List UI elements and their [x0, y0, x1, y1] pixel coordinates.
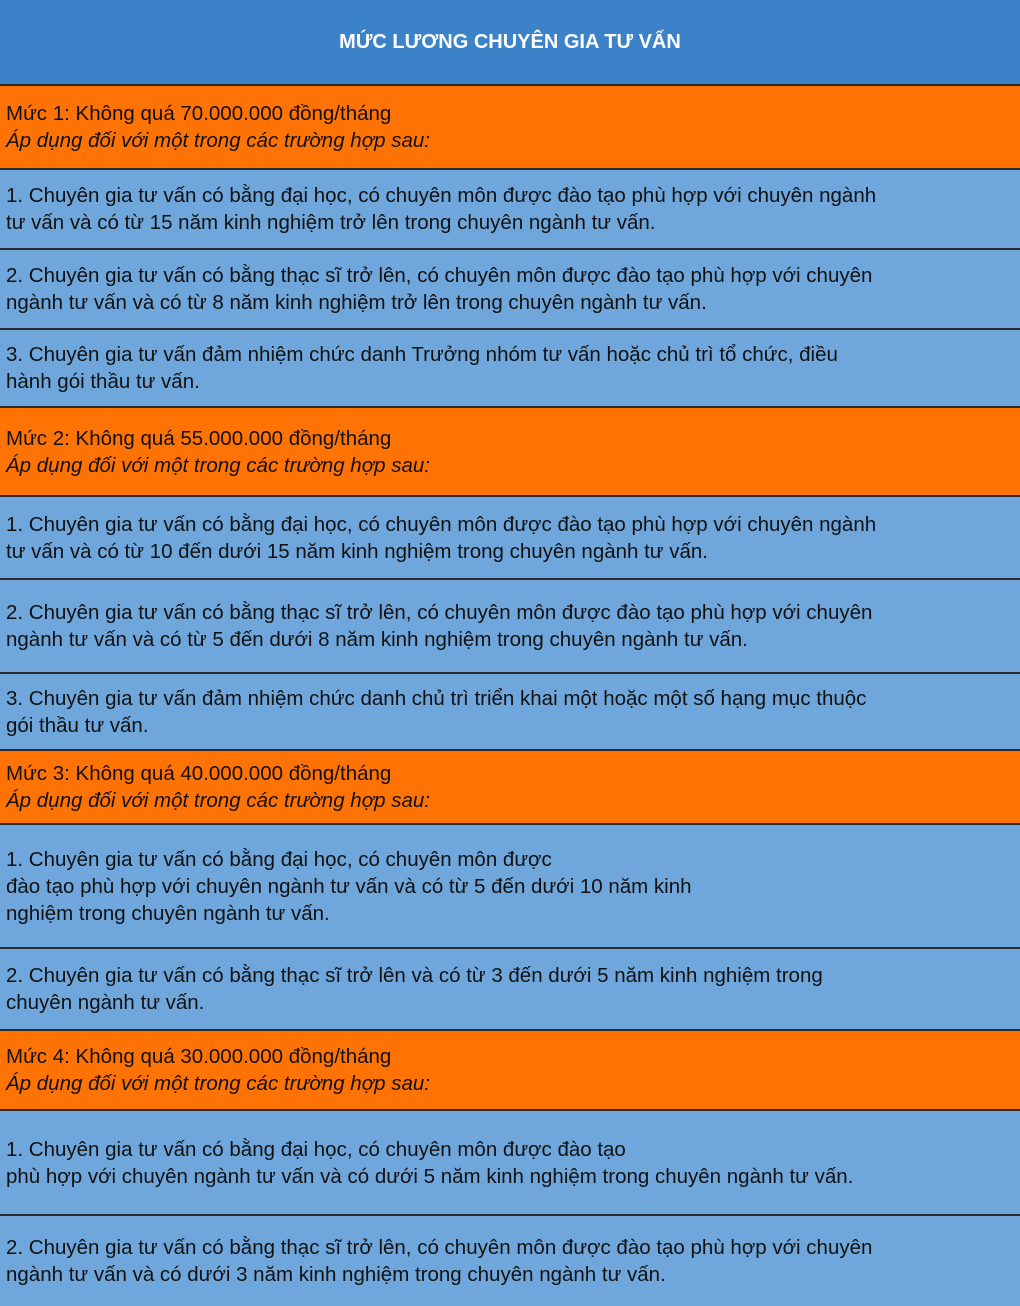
item-line: đào tạo phù hợp với chuyên ngành tư vấn và có từ 5 đến dưới 10 năm kinh — [6, 874, 692, 898]
level-heading: Mức 4: Không quá 30.000.000 đồng/tháng — [6, 1045, 392, 1068]
item-line: 3. Chuyên gia tư vấn đảm nhiệm chức danh Trưởng nhóm tư vấn hoặc chủ trì tổ chức, điều — [6, 343, 838, 366]
item-line: gói thầu tư vấn. — [6, 713, 149, 737]
level-subheading: Áp dụng đối với một trong các trường hợp sau: — [6, 1072, 430, 1095]
level-2-item-2 — [0, 580, 1020, 674]
level-1-item-2 — [0, 250, 1020, 330]
level-subheading: Áp dụng đối với một trong các trường hợp sau: — [6, 129, 430, 152]
item-line: hành gói thầu tư vấn. — [6, 370, 200, 393]
item-line: tư vấn và có từ 10 đến dưới 15 năm kinh nghiệm trong chuyên ngành tư vấn. — [6, 539, 708, 563]
item-line: 3. Chuyên gia tư vấn đảm nhiệm chức danh chủ trì triển khai một hoặc một số hạng mục thuộc — [6, 686, 867, 710]
level-1-item-3 — [0, 330, 1020, 408]
item-line: 1. Chuyên gia tư vấn có bằng đại học, có chuyên môn được — [6, 847, 552, 871]
item-line: 1. Chuyên gia tư vấn có bằng đại học, có chuyên môn được đào tạo phù hợp với chuyên ngành — [6, 184, 877, 207]
item-line: phù hợp với chuyên ngành tư vấn và có dưới 5 năm kinh nghiệm trong chuyên ngành tư vấn. — [6, 1164, 854, 1188]
level-2-item-3 — [0, 674, 1020, 751]
level-3-item-1 — [0, 825, 1020, 949]
item-line: 2. Chuyên gia tư vấn có bằng thạc sĩ trở lên, có chuyên môn được đào tạo phù hợp với chuyên — [6, 264, 873, 287]
level-3-item-2 — [0, 949, 1020, 1031]
item-line: chuyên ngành tư vấn. — [6, 991, 205, 1014]
item-line: tư vấn và có từ 15 năm kinh nghiệm trở lên trong chuyên ngành tư vấn. — [6, 211, 656, 234]
level-4-item-2 — [0, 1216, 1020, 1306]
level-subheading: Áp dụng đối với một trong các trường hợp sau: — [6, 789, 430, 812]
item-line: nghiệm trong chuyên ngành tư vấn. — [6, 901, 330, 925]
item-line: 2. Chuyên gia tư vấn có bằng thạc sĩ trở lên và có từ 3 đến dưới 5 năm kinh nghiệm trong — [6, 964, 823, 987]
level-heading: Mức 2: Không quá 55.000.000 đồng/tháng — [6, 426, 392, 450]
item-line: 2. Chuyên gia tư vấn có bằng thạc sĩ trở lên, có chuyên môn được đào tạo phù hợp với chuyên — [6, 601, 873, 624]
item-line: ngành tư vấn và có từ 8 năm kinh nghiệm trở lên trong chuyên ngành tư vấn. — [6, 291, 707, 314]
level-1-header — [0, 86, 1020, 170]
level-subheading: Áp dụng đối với một trong các trường hợp sau: — [6, 453, 430, 477]
item-line: ngành tư vấn và có dưới 3 năm kinh nghiệm trong chuyên ngành tư vấn. — [6, 1263, 666, 1286]
level-1-item-1 — [0, 170, 1020, 250]
table-title-text: MỨC LƯƠNG CHUYÊN GIA TƯ VẤN — [339, 30, 681, 53]
level-4-header — [0, 1031, 1020, 1111]
item-line: ngành tư vấn và có từ 5 đến dưới 8 năm kinh nghiệm trong chuyên ngành tư vấn. — [6, 628, 748, 651]
level-3-header — [0, 751, 1020, 825]
level-2-item-1 — [0, 497, 1020, 580]
level-heading: Mức 3: Không quá 40.000.000 đồng/tháng — [6, 762, 392, 785]
level-2-header — [0, 408, 1020, 497]
item-line: 1. Chuyên gia tư vấn có bằng đại học, có chuyên môn được đào tạo — [6, 1137, 626, 1161]
level-4-item-1 — [0, 1111, 1020, 1216]
item-line: 2. Chuyên gia tư vấn có bằng thạc sĩ trở lên, có chuyên môn được đào tạo phù hợp với chuyên — [6, 1236, 873, 1259]
table-title — [0, 0, 1020, 86]
level-heading: Mức 1: Không quá 70.000.000 đồng/tháng — [6, 102, 392, 125]
item-line: 1. Chuyên gia tư vấn có bằng đại học, có chuyên môn được đào tạo phù hợp với chuyên ngành — [6, 512, 877, 536]
